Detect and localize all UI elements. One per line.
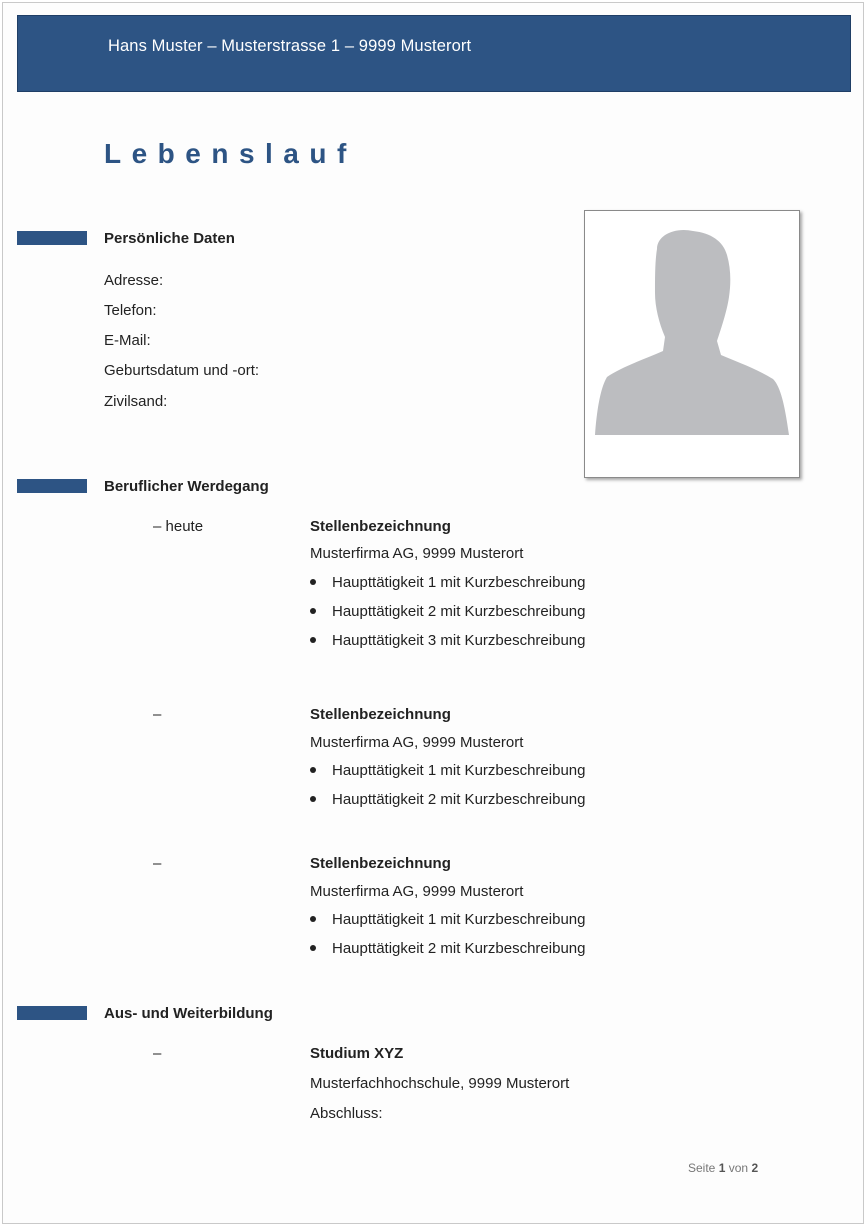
bullet-text: Haupttätigkeit 3 mit Kurzbeschreibung: [332, 632, 586, 649]
career-entry-company: Musterfirma AG, 9999 Musterort: [310, 545, 524, 562]
section-title-education: Aus- und Weiterbildung: [104, 1005, 273, 1022]
bullet-dot-icon: [310, 945, 316, 951]
career-entry-title: Stellenbezeichnung: [310, 706, 451, 723]
bullet-dot-icon: [310, 796, 316, 802]
career-entry-company: Musterfirma AG, 9999 Musterort: [310, 734, 524, 751]
career-entry-bullet: [310, 762, 585, 779]
bullet-text: Haupttätigkeit 2 mit Kurzbeschreibung: [332, 940, 586, 957]
career-entry-date: – heute: [153, 518, 204, 535]
bullet-text: Haupttätigkeit 2 mit Kurzbeschreibung: [332, 791, 586, 808]
bullet-dot-icon: [310, 767, 316, 773]
section-marker-personal: [17, 231, 87, 245]
header-contact-line: Hans Muster – Musterstrasse 1 – 9999 Musterort: [108, 37, 472, 55]
section-marker-career: [17, 479, 87, 493]
bullet-dot-icon: [310, 916, 316, 922]
career-entry-bullet: [310, 574, 585, 591]
bullet-text: Haupttätigkeit 1 mit Kurzbeschreibung: [332, 911, 586, 928]
page-number-middle: von: [728, 1161, 749, 1175]
field-phone-label: Telefon:: [104, 302, 157, 319]
photo-placeholder: [584, 210, 800, 478]
page-number: [688, 1161, 758, 1175]
page-number-prefix: Seite: [688, 1161, 716, 1175]
field-civil-status-label: Zivilsand:: [104, 393, 168, 410]
field-address-label: Adresse:: [104, 272, 164, 289]
bullet-text: Haupttätigkeit 1 mit Kurzbeschreibung: [332, 762, 586, 779]
bullet-dot-icon: [310, 579, 316, 585]
bullet-dot-icon: [310, 608, 316, 614]
career-entry-bullet: [310, 940, 585, 957]
page-number-current: 1: [718, 1161, 726, 1175]
header-bar: [17, 15, 851, 92]
education-entry-date: –: [153, 1045, 162, 1062]
section-title-personal: Persönliche Daten: [104, 230, 235, 247]
bullet-text: Haupttätigkeit 2 mit Kurzbeschreibung: [332, 603, 586, 620]
bullet-text: Haupttätigkeit 1 mit Kurzbeschreibung: [332, 574, 586, 591]
person-silhouette-icon: [585, 211, 799, 477]
education-entry-title: Studium XYZ: [310, 1045, 404, 1062]
career-entry-bullet: [310, 911, 585, 928]
career-entry-title: Stellenbezeichnung: [310, 855, 451, 872]
section-title-career: Beruflicher Werdegang: [104, 478, 269, 495]
field-birth-label: Geburtsdatum und -ort:: [104, 362, 260, 379]
career-entry-bullet: [310, 632, 585, 649]
section-marker-education: [17, 1006, 87, 1020]
career-entry-company: Musterfirma AG, 9999 Musterort: [310, 883, 524, 900]
education-entry-school: Musterfachhochschule, 9999 Musterort: [310, 1075, 570, 1092]
document-title: Lebenslauf: [104, 138, 357, 169]
career-entry-title: Stellenbezeichnung: [310, 518, 451, 535]
career-entry-bullet: [310, 791, 585, 808]
career-entry-bullet: [310, 603, 585, 620]
page-number-total: 2: [751, 1161, 759, 1175]
education-entry-degree: Abschluss:: [310, 1105, 383, 1122]
career-entry-date: –: [153, 706, 162, 723]
bullet-dot-icon: [310, 637, 316, 643]
career-entry-date: –: [153, 855, 162, 872]
field-email-label: E-Mail:: [104, 332, 151, 349]
